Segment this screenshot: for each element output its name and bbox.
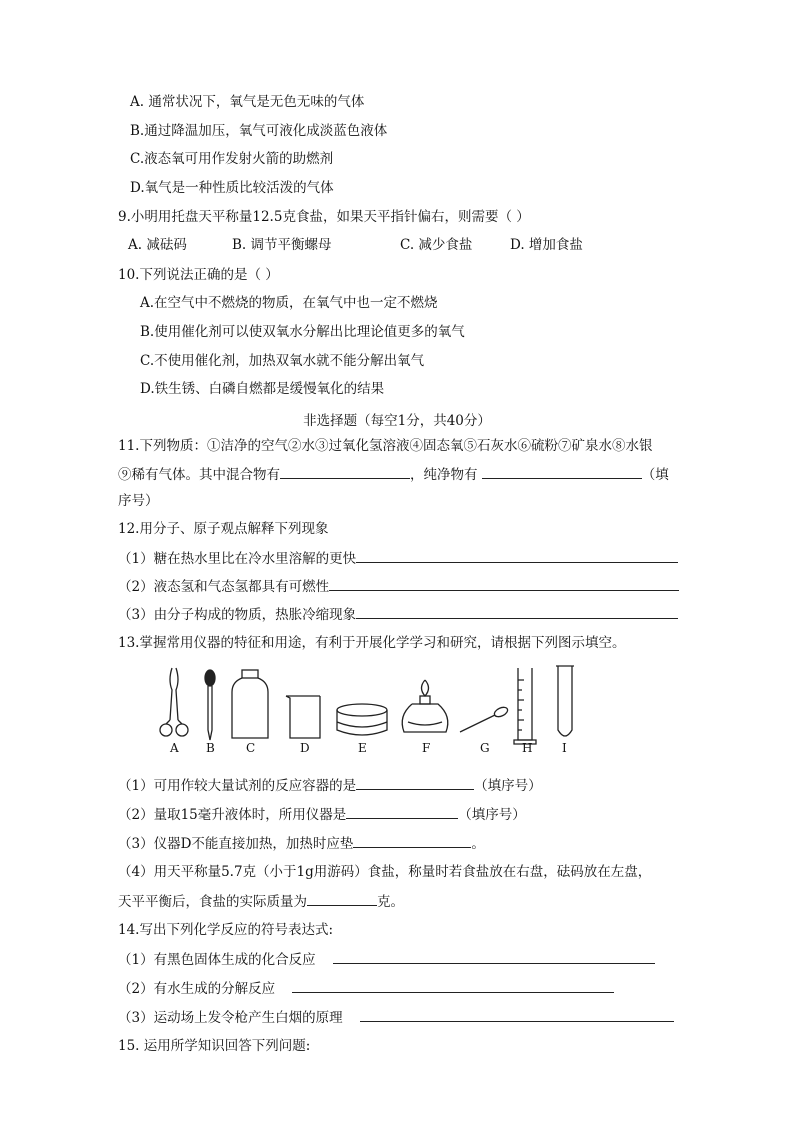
q14-item-1 [118, 950, 655, 969]
q13-item-2-blank[interactable] [346, 805, 458, 819]
q13-item-1 [118, 776, 542, 795]
q11-fill-note: （填 [641, 467, 669, 483]
q13-item-4-blank[interactable] [307, 892, 377, 906]
q13-item-3 [118, 834, 485, 853]
q11-line3: 序号） [118, 493, 159, 509]
q14-item-2-text: （2）有水生成的分解反应 [118, 981, 276, 997]
label-f: F [422, 741, 431, 755]
q13-item-3-blank[interactable] [353, 834, 471, 848]
q11-line1: 11.下列物质：①洁净的空气②水③过氧化氢溶液④固态氧⑤石灰水⑥硫粉⑦矿泉水⑧水银 [118, 438, 653, 454]
q9-option-c: C. 减少食盐 [400, 237, 473, 253]
alcohol-lamp-icon [402, 680, 448, 732]
q8-option-d: D.氧气是一种性质比较活泼的气体 [130, 180, 334, 196]
q14-item-3-blank[interactable] [360, 1008, 674, 1022]
dropper-icon [205, 670, 215, 740]
q13-item-4: （4）用天平称量5.7克（小于1g用游码）食盐，称量时若食盐放在右盘，砝码放在左盘， [118, 864, 652, 880]
reagent-bottle-icon [232, 670, 268, 738]
q12-item-3-text: （3）由分子构成的物质，热胀冷缩现象 [118, 607, 357, 623]
q14-item-2 [118, 979, 614, 998]
label-g: G [480, 741, 490, 755]
label-i: I [562, 741, 567, 755]
q9-stem: 9.小明用托盘天平称量12.5克食盐，如果天平指针偏右，则需要（ ） [118, 209, 530, 225]
beaker-icon [286, 696, 320, 738]
q9-option-d: D. 增加食盐 [510, 237, 583, 253]
q10-option-d: D.铁生锈、白磷自燃都是缓慢氧化的结果 [140, 381, 385, 397]
crystallizing-dish-icon [337, 704, 387, 735]
q14-item-1-text: （1）有黑色固体生成的化合反应 [118, 952, 316, 968]
q12-stem: 12.用分子、原子观点解释下列现象 [118, 521, 329, 537]
q8-option-b: B.通过降温加压，氧气可液化成淡蓝色液体 [130, 123, 388, 139]
q14-item-1-blank[interactable] [333, 950, 655, 964]
q14-stem: 14.写出下列化学反应的符号表达式: [118, 922, 334, 938]
q12-item-1-text: （1）糖在热水里比在冷水里溶解的更快 [118, 551, 357, 567]
q11-line2 [118, 465, 669, 484]
q13-item-4-text: 天平平衡后，食盐的实际质量为 [118, 894, 307, 910]
label-e: E [358, 741, 367, 755]
q10-option-a: A.在空气中不燃烧的物质，在氧气中也一定不燃烧 [140, 295, 438, 311]
q12-item-2-blank[interactable] [329, 577, 679, 591]
q13-item-4b [118, 892, 404, 911]
label-a: A [170, 741, 179, 755]
q13-item-2-note: （填序号） [458, 807, 526, 823]
crucible-tongs-icon [160, 668, 188, 736]
q12-item-1-blank[interactable] [356, 549, 678, 563]
section-title: 非选择题（每空1分，共40分） [303, 413, 491, 429]
q15-stem: 15. 运用所学知识回答下列问题: [118, 1038, 311, 1054]
q10-option-c: C.不使用催化剂，加热双氧水就不能分解出氧气 [140, 353, 425, 369]
q14-item-3-text: （3）运动场上发令枪产生白烟的原理 [118, 1010, 343, 1026]
q13-stem: 13.掌握常用仪器的特征和用途，有利于开展化学学习和研究，请根据下列图示填空。 [118, 635, 626, 651]
q13-item-1-blank[interactable] [356, 776, 474, 790]
q12-item-3 [118, 605, 678, 624]
q8-option-c: C.液态氧可用作发射火箭的助燃剂 [130, 151, 334, 167]
q13-item-4-unit: 克。 [377, 894, 404, 910]
q11-mixture-blank[interactable] [280, 465, 410, 479]
label-b: B [206, 741, 215, 755]
q13-item-3-text: （3）仪器D不能直接加热，加热时应垫 [118, 836, 354, 852]
q9-option-b: B. 调节平衡螺母 [232, 237, 332, 253]
q10-stem: 10.下列说法正确的是（ ） [118, 267, 279, 283]
medicine-spoon-icon [460, 705, 509, 732]
q12-item-1 [118, 549, 678, 568]
label-h: H [522, 741, 533, 755]
label-d: D [300, 741, 310, 755]
label-c: C [246, 741, 256, 755]
q11-mixture-label: ⑨稀有气体。其中混合物有 [118, 467, 280, 483]
q11-pure-blank[interactable] [482, 465, 642, 479]
q13-item-3-period: 。 [471, 836, 485, 852]
q11-pure-label: ，纯净物有 [410, 467, 478, 483]
graduated-cylinder-icon [514, 668, 536, 744]
q12-item-2 [118, 577, 679, 596]
apparatus-labels [150, 741, 590, 759]
q12-item-3-blank[interactable] [356, 605, 678, 619]
q14-item-3 [118, 1008, 674, 1027]
q8-option-a: A. 通常状况下，氧气是无色无味的气体 [130, 94, 365, 110]
q13-item-1-text: （1）可用作较大量试剂的反应容器的是 [118, 778, 357, 794]
q12-item-2-text: （2）液态氢和气态氢都具有可燃性 [118, 579, 330, 595]
q13-item-2-text: （2）量取15毫升液体时，所用仪器是 [118, 807, 347, 823]
test-tube-icon [556, 666, 574, 736]
q13-item-1-note: （填序号） [474, 778, 542, 794]
q13-item-2 [118, 805, 526, 824]
q10-option-b: B.使用催化剂可以使双氧水分解出比理论值更多的氧气 [140, 324, 465, 340]
q9-option-a: A. 减砝码 [128, 237, 187, 253]
q14-item-2-blank[interactable] [292, 979, 614, 993]
